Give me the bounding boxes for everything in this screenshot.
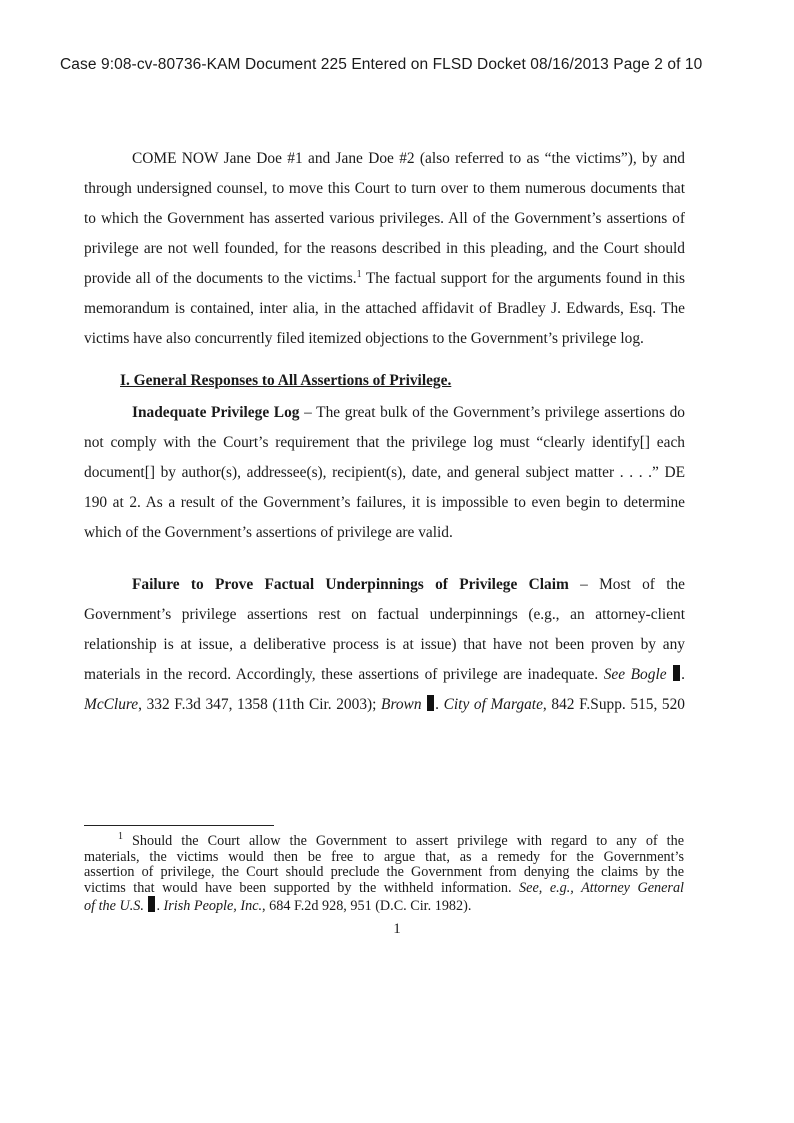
text-line: memorandum is contained, inter alia, in the attached affidavit of Bradley J. Edwards, Esq. The (84, 300, 685, 317)
text-line: privilege are not well founded, for the reasons described in this pleading, and the Court should (84, 240, 685, 257)
text-segment: – The great bulk of the Government’s privilege assertions do (299, 404, 685, 421)
text-line (84, 570, 685, 600)
text-segment: . (435, 696, 444, 713)
bold-lead: Inadequate Privilege Log (132, 404, 300, 421)
text-line (84, 690, 685, 720)
text-line (84, 398, 685, 428)
case-citation: Irish People, Inc. (163, 898, 263, 915)
case-citation: McClure (84, 696, 139, 713)
bold-lead: Failure to Prove Factual Underpinnings of Privilege Claim (132, 576, 569, 593)
text-line: not comply with the Court’s requirement that the privilege log must “clearly identify[] each (84, 434, 685, 451)
text-segment: – Most of the (568, 576, 686, 593)
redaction-mark (673, 665, 680, 681)
footnote-reference: 1 (356, 269, 362, 280)
text-segment: . (156, 898, 164, 915)
case-citation: Brown (381, 696, 422, 713)
text-line: Government’s privilege assertions rest on factual underpinnings (e.g., an attorney-client (84, 606, 685, 623)
text-segment: provide all of the documents to the victims. (84, 270, 357, 287)
text-segment: . (681, 666, 685, 683)
text-line: relationship is at issue, a deliberative process is at issue) that have not been proven by any (84, 636, 685, 653)
docket-header (60, 56, 740, 74)
text-segment: , 684 F.2d 928, 951 (D.C. Cir. 1982). (262, 898, 472, 915)
redaction-mark (427, 695, 434, 711)
case-citation: See Bogle (603, 666, 667, 683)
case-citation: See, e.g., Attorney General (519, 879, 684, 896)
footnote-1 (84, 831, 684, 915)
text-line: 190 at 2. As a result of the Government’s failures, it is impossible to even begin to determine (84, 494, 685, 511)
redaction-mark (148, 896, 155, 912)
text-line: which of the Government’s assertions of privilege are valid. (84, 524, 453, 541)
text-line (84, 896, 684, 915)
text-line: COME NOW Jane Doe #1 and Jane Doe #2 (also referred to as “the victims”), by and (132, 150, 685, 167)
text-line (84, 831, 684, 850)
paragraph-factual-underpinnings (84, 570, 685, 720)
section-heading: I. General Responses to All Assertions of Privilege. (120, 372, 452, 389)
text-segment: materials in the record. Accordingly, these assertions of privilege are inadequate. (84, 666, 604, 683)
text-segment: victims that would have been supported by the withheld information. (84, 879, 520, 896)
text-segment: , 842 F.Supp. 515, 520 (542, 696, 686, 713)
page-number: 1 (393, 921, 401, 937)
text-line: document[] by author(s), addressee(s), recipient(s), date, and general subject matter . . . .” DE (84, 464, 685, 481)
paragraph-inadequate-log (84, 398, 685, 548)
paragraph-intro (84, 144, 685, 354)
docket-header-text: Case 9:08-cv-80736-KAM Document 225 Entered on FLSD Docket 08/16/2013 Page 2 of 10 (60, 56, 703, 73)
text-line (84, 881, 684, 897)
text-line: materials, the victims would then be free to argue that, as a remedy for the Government’s (84, 848, 684, 865)
footnote-number: 1 (118, 831, 123, 842)
case-citation: of the U.S. (84, 898, 144, 915)
section-heading-block (84, 366, 685, 396)
text-segment: The factual support for the arguments found in this (361, 270, 685, 287)
footnote-divider (84, 825, 274, 826)
text-segment: Should the Court allow the Government to assert privilege with regard to any of the (123, 833, 684, 849)
text-segment: , 332 F.3d 347, 1358 (11th Cir. 2003); (138, 696, 382, 713)
text-line: through undersigned counsel, to move this Court to turn over to them numerous documents that (84, 180, 685, 197)
text-line (84, 264, 685, 294)
case-citation: City of Margate (443, 696, 543, 713)
text-line: victims have also concurrently filed itemized objections to the Government’s privilege log. (84, 330, 644, 347)
text-line: assertion of privilege, the Court should preclude the Government from denying the claims by the (84, 864, 684, 881)
text-line: to which the Government has asserted various privileges. All of the Government’s assertions of (84, 210, 685, 227)
text-line (84, 660, 685, 690)
